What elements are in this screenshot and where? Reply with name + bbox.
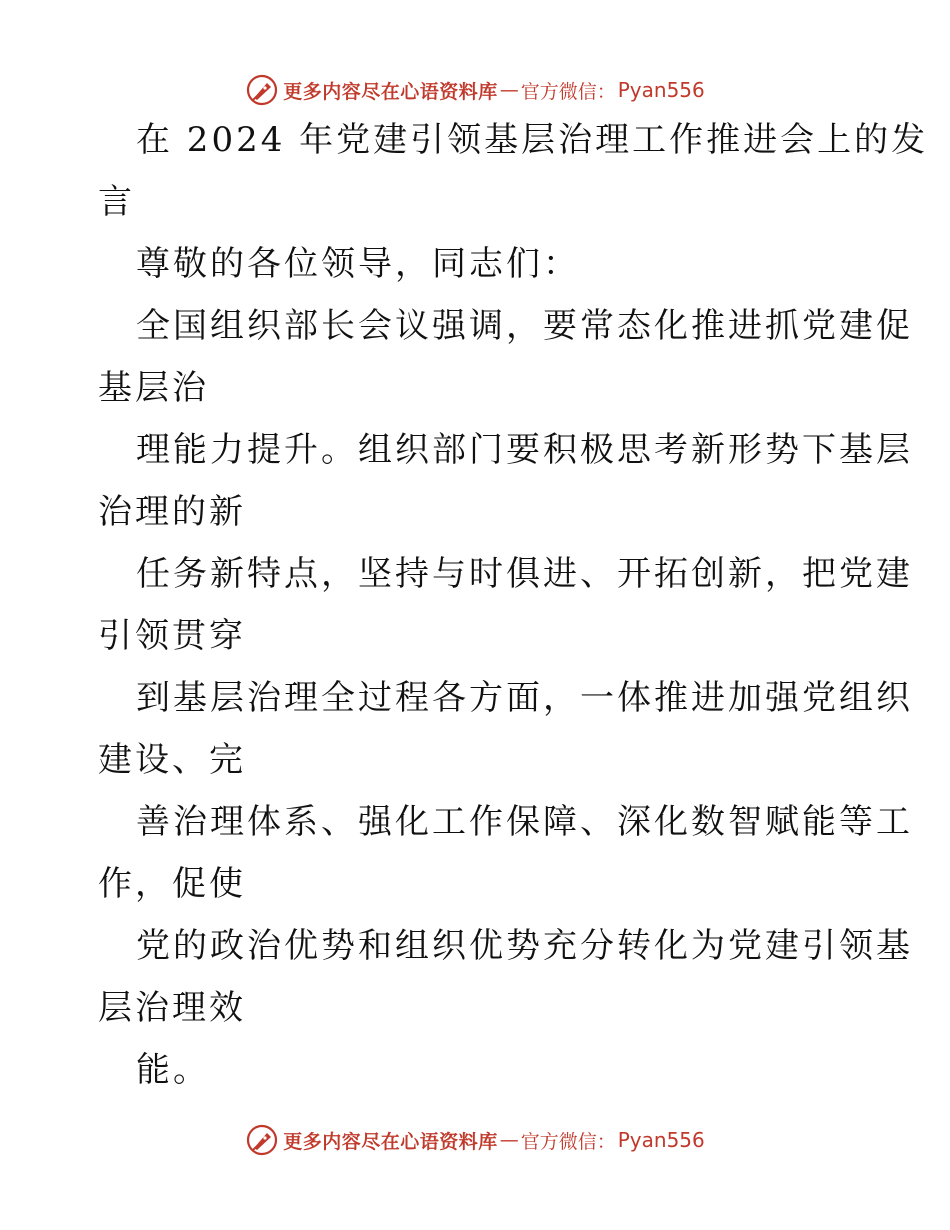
document-title: 在 2024 年党建引领基层治理工作推进会上的发 <box>136 120 929 160</box>
banner-text: 更多内容尽在心语资料库 <box>283 80 498 103</box>
banner-text: 更多内容尽在心语资料库 <box>283 1130 498 1153</box>
paragraph-line: 到基层治理全过程各方面，一体推进加强党组织 <box>136 678 913 718</box>
paragraph-line: 党的政治优势和组织优势充分转化为党建引领基 <box>136 926 913 966</box>
paragraph-line: 能。 <box>136 1050 210 1090</box>
paragraph-line: 全国组织部长会议强调，要常态化推进抓党建促 <box>136 306 913 346</box>
document-title-cont: 言 <box>98 182 135 222</box>
banner-separator: — <box>499 1129 519 1151</box>
pen-nib-logo-icon <box>245 1123 279 1157</box>
paragraph-line: 治理的新 <box>98 492 246 532</box>
paragraph-line: 引领贯穿 <box>98 616 246 656</box>
wechat-id: Pyan556 <box>617 1128 705 1152</box>
document-body <box>98 120 929 1090</box>
paragraph-line: 任务新特点，坚持与时俱进、开拓创新，把党建 <box>136 554 913 594</box>
pen-nib-logo-icon <box>245 73 279 107</box>
paragraph-line: 建设、完 <box>98 740 246 780</box>
banner-separator: — <box>499 79 519 101</box>
paragraph-line: 善治理体系、强化工作保障、深化数智赋能等工 <box>136 802 913 842</box>
paragraph-line: 基层治 <box>98 368 209 408</box>
header-banner <box>0 70 950 110</box>
wechat-id: Pyan556 <box>617 78 705 102</box>
wechat-label: 官方微信： <box>520 1130 616 1153</box>
salutation: 尊敬的各位领导，同志们： <box>136 244 580 284</box>
footer-banner <box>0 1120 950 1160</box>
wechat-label: 官方微信： <box>520 80 616 103</box>
paragraph-line: 层治理效 <box>98 988 246 1028</box>
paragraph-line: 理能力提升。组织部门要积极思考新形势下基层 <box>136 430 913 470</box>
paragraph-line: 作，促使 <box>98 864 246 904</box>
